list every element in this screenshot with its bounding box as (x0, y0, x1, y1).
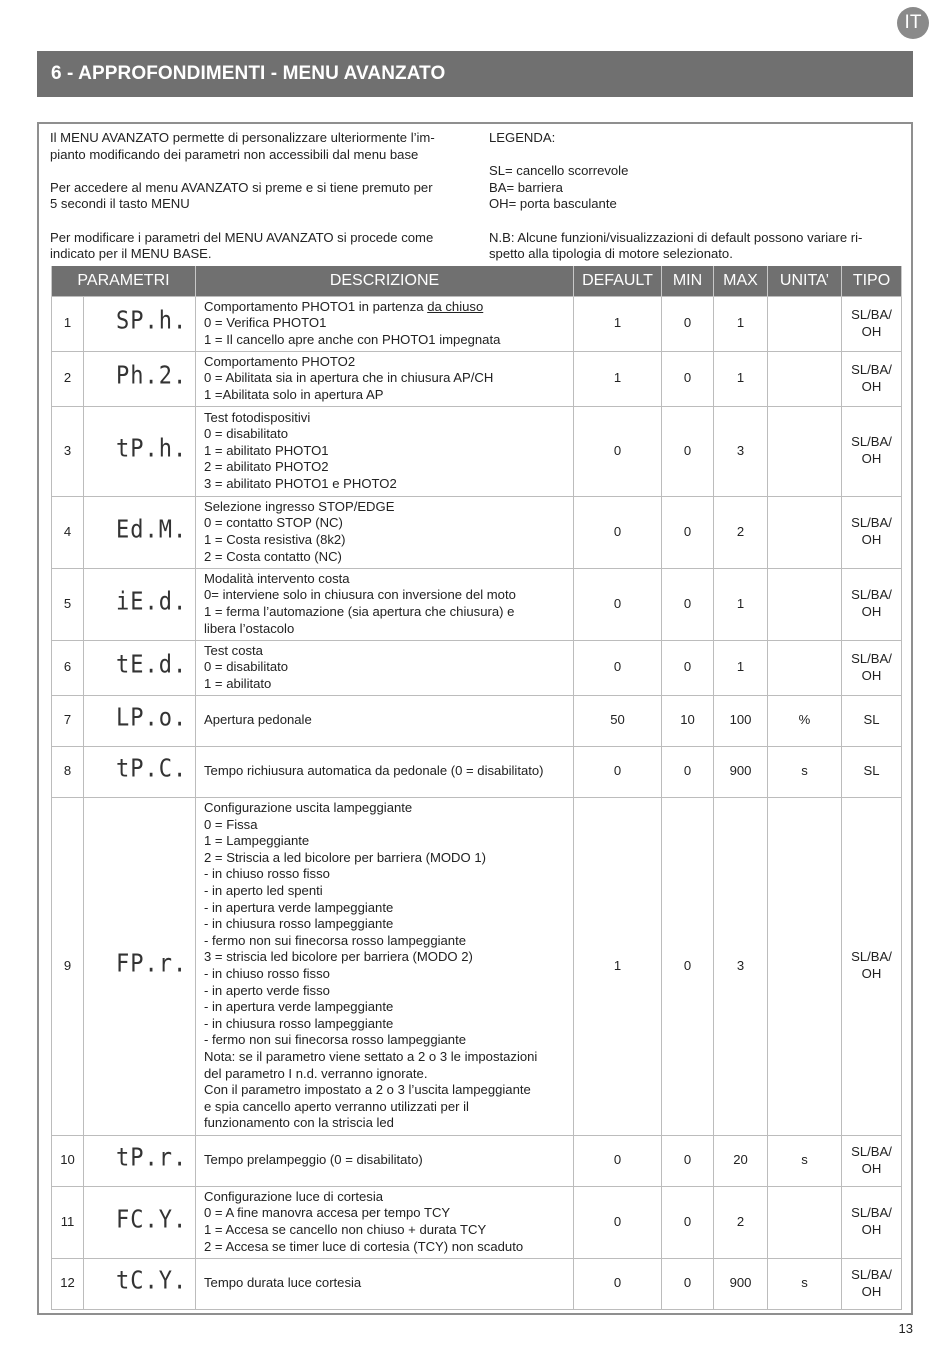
table-row (52, 496, 902, 568)
max-value: 100 (714, 695, 768, 746)
parameter-description (196, 296, 574, 351)
table-row (52, 568, 902, 640)
parameter-description: Tempo richiusura automatica da pedonale (0 = disabilitato) (196, 746, 574, 797)
row-number: 7 (52, 695, 84, 746)
parameter-code-display: tE.d. (116, 651, 188, 680)
parameter-description: Apertura pedonale (196, 695, 574, 746)
intro-paragraph: Per accedere al menu AVANZATO si preme e si tiene premuto per 5 secondi il tasto MENU (50, 179, 433, 212)
table-row (52, 351, 902, 406)
min-value: 0 (662, 351, 714, 406)
max-value: 900 (714, 1258, 768, 1309)
intro-paragraph: Il MENU AVANZATO permette di personalizzare ulteriormente l’im- pianto modificando dei parametri non accessibili dal menu base (50, 130, 435, 162)
min-value: 0 (662, 568, 714, 640)
parameter-code-display: tP.h. (116, 435, 188, 464)
default-value: 1 (574, 351, 662, 406)
parameter-code (84, 695, 196, 746)
min-value: 0 (662, 746, 714, 797)
max-value: 1 (714, 296, 768, 351)
default-value: 0 (574, 1258, 662, 1309)
max-value: 20 (714, 1135, 768, 1186)
parameter-code (84, 568, 196, 640)
language-badge: IT (897, 7, 929, 39)
row-number: 12 (52, 1258, 84, 1309)
header-tipo: TIPO (842, 266, 902, 296)
type-value: SL/BA/ OH (842, 496, 902, 568)
legend-ba: BA= barriera (489, 179, 563, 195)
parameter-description: Modalità intervento costa 0= interviene solo in chiusura con inversione del moto 1 = ferma l’automazione (sia apertura che chiusura) e libera l’ostacolo (196, 568, 574, 640)
header-unita: UNITA’ (768, 266, 842, 296)
parameter-code-display: FC.Y. (116, 1206, 188, 1235)
parameter-code (84, 1186, 196, 1258)
header-max: MAX (714, 266, 768, 296)
max-value: 1 (714, 640, 768, 695)
max-value: 3 (714, 406, 768, 496)
parameter-code (84, 797, 196, 1135)
default-value: 0 (574, 640, 662, 695)
parameter-description: Test fotodispositivi 0 = disabilitato 1 = abilitato PHOTO1 2 = abilitato PHOTO2 3 = abilitato PHOTO1 e PHOTO2 (196, 406, 574, 496)
default-value: 1 (574, 797, 662, 1135)
description-text: Comportamento PHOTO1 in partenza (204, 298, 428, 314)
table-row (52, 640, 902, 695)
default-value: 0 (574, 406, 662, 496)
type-value: SL/BA/ OH (842, 640, 902, 695)
table-row (52, 1258, 902, 1309)
parameter-code-display: tP.C. (116, 755, 188, 784)
min-value: 0 (662, 640, 714, 695)
parameter-description: Configurazione uscita lampeggiante 0 = Fissa 1 = Lampeggiante 2 = Striscia a led bicolore per barriera (MODO 1) - in chiuso rosso fisso - in aperto led spenti - in apertura verde lampeggiante - in chiusura rosso lampeggiante - fermo non sui finecorsa rosso lampeggiante 3 = striscia led bicolore per barriera (MODO 2) - in chiuso rosso fisso - in aperto verde fisso - in apertura verde lampeggiante - in chiusura rosso lampeggiante - fermo non sui finecorsa rosso lampeggiante Nota: se il parametro viene settato a 2 o 3 le impostazioni del parametro I n.d. verranno ignorate. Con il parametro impostato a 2 o 3 l’uscita lampeggiante e spia cancello aperto verranno utilizzati per il funzionamento con la striscia led (196, 797, 574, 1135)
row-number: 3 (52, 406, 84, 496)
row-number: 9 (52, 797, 84, 1135)
parameter-code (84, 406, 196, 496)
legend-title: LEGENDA: (489, 130, 556, 145)
parameter-code-display: tP.r. (116, 1144, 188, 1173)
parameter-code (84, 1135, 196, 1186)
max-value: 1 (714, 351, 768, 406)
unit-value: % (768, 695, 842, 746)
unit-value: s (768, 1135, 842, 1186)
default-value: 0 (574, 746, 662, 797)
header-default: DEFAULT (574, 266, 662, 296)
type-value: SL/BA/ OH (842, 1135, 902, 1186)
parameter-description: Test costa 0 = disabilitato 1 = abilitato (196, 640, 574, 695)
type-value: SL (842, 746, 902, 797)
section-title: 6 - APPROFONDIMENTI - MENU AVANZATO (37, 51, 913, 97)
table-row (52, 296, 902, 351)
max-value: 3 (714, 797, 768, 1135)
parameter-code-display: tC.Y. (116, 1267, 188, 1296)
row-number: 10 (52, 1135, 84, 1186)
table-row (52, 1186, 902, 1258)
header-min: MIN (662, 266, 714, 296)
min-value: 0 (662, 797, 714, 1135)
row-number: 6 (52, 640, 84, 695)
parameter-description: Configurazione luce di cortesia 0 = A fine manovra accesa per tempo TCY 1 = Accesa se cancello non chiuso + durata TCY 2 = Accesa se timer luce di cortesia (TCY) non scaduto (196, 1186, 574, 1258)
parameters-table (51, 266, 902, 1310)
min-value: 10 (662, 695, 714, 746)
table-row (52, 1135, 902, 1186)
parameter-code (84, 640, 196, 695)
parameter-description: Comportamento PHOTO2 0 = Abilitata sia in apertura che in chiusura AP/CH 1 =Abilitata solo in apertura AP (196, 351, 574, 406)
type-value: SL/BA/ OH (842, 568, 902, 640)
max-value: 900 (714, 746, 768, 797)
legend-oh: OH= porta basculante (489, 196, 617, 212)
min-value: 0 (662, 1258, 714, 1309)
intro-paragraph: Per modificare i parametri del MENU AVANZATO si procede come indicato per il MENU BASE. (50, 229, 434, 262)
intro-text (50, 130, 462, 279)
default-value: 0 (574, 496, 662, 568)
type-value: SL/BA/ OH (842, 797, 902, 1135)
min-value: 0 (662, 1135, 714, 1186)
default-value: 0 (574, 1135, 662, 1186)
type-value: SL/BA/ OH (842, 406, 902, 496)
parameter-code-display: Ph.2. (116, 362, 188, 391)
max-value: 1 (714, 568, 768, 640)
parameter-code (84, 746, 196, 797)
min-value: 0 (662, 296, 714, 351)
min-value: 0 (662, 1186, 714, 1258)
unit-value (768, 296, 842, 351)
parameter-code (84, 351, 196, 406)
type-value: SL/BA/ OH (842, 296, 902, 351)
unit-value (768, 568, 842, 640)
parameter-description: Tempo durata luce cortesia (196, 1258, 574, 1309)
legend-sl: SL= cancello scorrevole (489, 163, 629, 179)
unit-value (768, 1186, 842, 1258)
table-header-row (52, 266, 902, 296)
row-number: 2 (52, 351, 84, 406)
default-value: 50 (574, 695, 662, 746)
row-number: 4 (52, 496, 84, 568)
row-number: 11 (52, 1186, 84, 1258)
default-value: 1 (574, 296, 662, 351)
parameter-code-display: iE.d. (116, 588, 188, 617)
type-value: SL/BA/ OH (842, 351, 902, 406)
type-value: SL/BA/ OH (842, 1186, 902, 1258)
table-row (52, 797, 902, 1135)
description-underlined: da chiuso (427, 298, 484, 314)
type-value: SL/BA/ OH (842, 1258, 902, 1309)
table-row (52, 695, 902, 746)
unit-value: s (768, 746, 842, 797)
unit-value (768, 640, 842, 695)
page-number: 13 (898, 1321, 913, 1336)
parameter-description: Selezione ingresso STOP/EDGE 0 = contatto STOP (NC) 1 = Costa resistiva (8k2) 2 = Costa contatto (NC) (196, 496, 574, 568)
min-value: 0 (662, 406, 714, 496)
parameter-code (84, 296, 196, 351)
legend-note: N.B: Alcune funzioni/visualizzazioni di default possono variare ri- spetto alla tipologia di motore selezionato. (489, 229, 863, 262)
parameter-code (84, 1258, 196, 1309)
max-value: 2 (714, 1186, 768, 1258)
unit-value (768, 496, 842, 568)
unit-value (768, 351, 842, 406)
parameter-description: Tempo prelampeggio (0 = disabilitato) (196, 1135, 574, 1186)
legend (489, 130, 900, 279)
row-number: 8 (52, 746, 84, 797)
default-value: 0 (574, 568, 662, 640)
unit-value: s (768, 1258, 842, 1309)
unit-value (768, 406, 842, 496)
parameter-code-display: Ed.M. (116, 516, 188, 545)
parameter-code-display: SP.h. (116, 307, 188, 336)
unit-value (768, 797, 842, 1135)
header-parametri: PARAMETRI (52, 266, 196, 296)
header-descrizione: DESCRIZIONE (196, 266, 574, 296)
min-value: 0 (662, 496, 714, 568)
table-row (52, 746, 902, 797)
table-row (52, 406, 902, 496)
parameter-code (84, 496, 196, 568)
parameter-code-display: FP.r. (116, 950, 188, 979)
default-value: 0 (574, 1186, 662, 1258)
row-number: 1 (52, 296, 84, 351)
type-value: SL (842, 695, 902, 746)
description-text: 0 = Verifica PHOTO1 1 = Il cancello apre anche con PHOTO1 impegnata (204, 315, 501, 347)
max-value: 2 (714, 496, 768, 568)
row-number: 5 (52, 568, 84, 640)
parameter-code-display: LP.o. (116, 704, 188, 733)
